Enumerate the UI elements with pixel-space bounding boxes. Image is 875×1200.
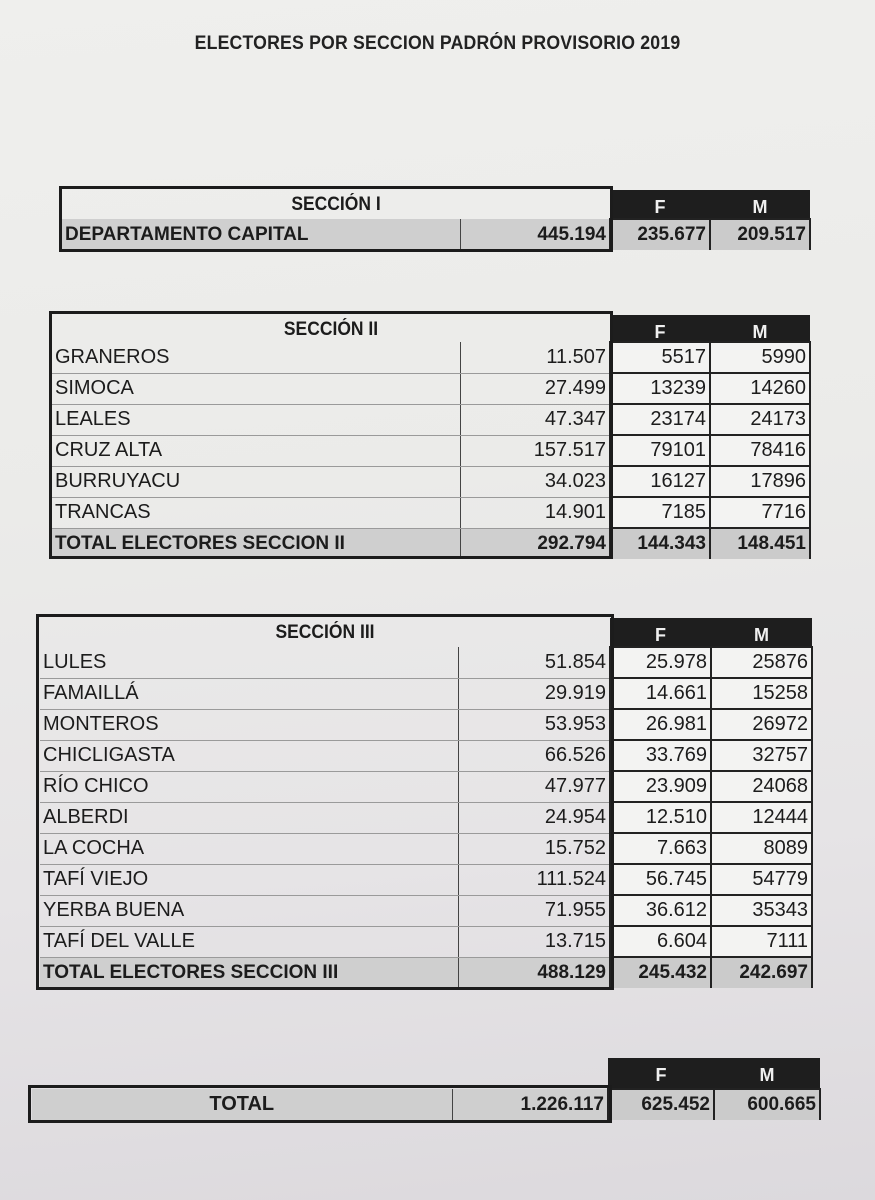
total-value: 488.129	[458, 957, 610, 988]
seccion-ii-table	[52, 315, 810, 554]
row-total: 66.526	[458, 740, 610, 771]
table-row	[40, 895, 812, 926]
table-row	[40, 802, 812, 833]
seccion-iii-table	[40, 618, 812, 983]
row-total: 24.954	[458, 802, 610, 833]
row-m: 32757	[711, 740, 812, 771]
total-f: 144.343	[610, 528, 710, 559]
seccion-i-header: SECCIÓN I	[291, 194, 381, 215]
total-label: TOTAL	[32, 1089, 452, 1120]
section-total-row	[40, 957, 812, 988]
row-f: 23174	[610, 404, 710, 435]
row-f: 235.677	[610, 219, 710, 250]
row-name: TRANCAS	[52, 497, 460, 528]
row-name: RÍO CHICO	[40, 771, 458, 802]
row-total: 34.023	[460, 466, 610, 497]
row-f: 16127	[610, 466, 710, 497]
row-m: 24068	[711, 771, 812, 802]
row-total: 27.499	[460, 373, 610, 404]
row-name: ALBERDI	[40, 802, 458, 833]
column-f-label: F	[654, 197, 666, 217]
total-m: 242.697	[711, 957, 812, 988]
row-name: GRANEROS	[52, 342, 460, 373]
row-m: 54779	[711, 864, 812, 895]
row-m: 209.517	[710, 219, 810, 250]
table-row	[40, 647, 812, 678]
row-m: 7111	[711, 926, 812, 957]
total-m: 148.451	[710, 528, 810, 559]
table-row	[62, 219, 810, 250]
table-row	[40, 740, 812, 771]
row-total: 53.953	[458, 709, 610, 740]
row-total: 445.194	[460, 219, 610, 250]
table-row	[52, 435, 810, 466]
row-m: 7716	[710, 497, 810, 528]
row-m: 14260	[710, 373, 810, 404]
table-row	[52, 373, 810, 404]
f-m-column-header	[608, 1058, 820, 1090]
row-name: FAMAILLÁ	[40, 678, 458, 709]
row-total: 47.977	[458, 771, 610, 802]
row-name: BURRUYACU	[52, 466, 460, 497]
row-m: 78416	[710, 435, 810, 466]
column-m-label: M	[759, 1065, 775, 1085]
f-m-column-header	[610, 190, 810, 220]
column-f-label: F	[654, 322, 666, 342]
row-f: 56.745	[610, 864, 711, 895]
table-row	[40, 864, 812, 895]
table-row	[40, 678, 812, 709]
row-f: 5517	[610, 342, 710, 373]
total-label: TOTAL ELECTORES SECCION III	[40, 957, 458, 988]
row-f: 13239	[610, 373, 710, 404]
total-m: 600.665	[714, 1089, 820, 1120]
row-name: LULES	[40, 647, 458, 678]
grand-total-row	[32, 1089, 820, 1120]
row-name: LEALES	[52, 404, 460, 435]
row-name: CRUZ ALTA	[52, 435, 460, 466]
row-name: LA COCHA	[40, 833, 458, 864]
row-total: 47.347	[460, 404, 610, 435]
total-value: 1.226.117	[452, 1089, 608, 1120]
table-row	[52, 342, 810, 373]
row-f: 7185	[610, 497, 710, 528]
row-f: 7.663	[610, 833, 711, 864]
row-name: CHICLIGASTA	[40, 740, 458, 771]
row-f: 14.661	[610, 678, 711, 709]
seccion-iii-header: SECCIÓN III	[275, 622, 375, 643]
column-m-label: M	[754, 625, 769, 645]
row-f: 25.978	[610, 647, 711, 678]
row-total: 15.752	[458, 833, 610, 864]
row-m: 26972	[711, 709, 812, 740]
row-name: DEPARTAMENTO CAPITAL	[62, 219, 460, 250]
row-m: 17896	[710, 466, 810, 497]
row-name: MONTEROS	[40, 709, 458, 740]
table-row	[40, 926, 812, 957]
row-f: 33.769	[610, 740, 711, 771]
row-m: 24173	[710, 404, 810, 435]
row-m: 12444	[711, 802, 812, 833]
row-total: 29.919	[458, 678, 610, 709]
seccion-ii-header: SECCIÓN II	[283, 319, 379, 340]
section-total-row	[52, 528, 810, 559]
row-m: 15258	[711, 678, 812, 709]
total-f: 625.452	[608, 1089, 714, 1120]
row-f: 12.510	[610, 802, 711, 833]
row-m: 5990	[710, 342, 810, 373]
column-m-label: M	[752, 197, 768, 217]
table-row	[52, 466, 810, 497]
document-title: ELECTORES POR SECCION PADRÓN PROVISORIO 2019	[194, 33, 681, 54]
seccion-i-table	[62, 190, 810, 245]
column-f-label: F	[655, 1065, 667, 1085]
table-row	[40, 833, 812, 864]
row-total: 13.715	[458, 926, 610, 957]
row-total: 71.955	[458, 895, 610, 926]
column-m-label: M	[752, 322, 768, 342]
row-total: 157.517	[460, 435, 610, 466]
total-label: TOTAL ELECTORES SECCION II	[52, 528, 460, 559]
row-name: TAFÍ VIEJO	[40, 864, 458, 895]
row-m: 25876	[711, 647, 812, 678]
row-name: TAFÍ DEL VALLE	[40, 926, 458, 957]
row-f: 79101	[610, 435, 710, 466]
row-name: SIMOCA	[52, 373, 460, 404]
row-m: 8089	[711, 833, 812, 864]
total-f: 245.432	[610, 957, 711, 988]
table-row	[52, 497, 810, 528]
row-f: 6.604	[610, 926, 711, 957]
row-name: YERBA BUENA	[40, 895, 458, 926]
row-total: 111.524	[458, 864, 610, 895]
row-m: 35343	[711, 895, 812, 926]
total-value: 292.794	[460, 528, 610, 559]
row-f: 23.909	[610, 771, 711, 802]
row-total: 51.854	[458, 647, 610, 678]
row-f: 36.612	[610, 895, 711, 926]
row-total: 14.901	[460, 497, 610, 528]
table-row	[52, 404, 810, 435]
f-m-column-header	[610, 618, 812, 648]
row-total: 11.507	[460, 342, 610, 373]
column-f-label: F	[655, 625, 666, 645]
row-f: 26.981	[610, 709, 711, 740]
table-row	[40, 709, 812, 740]
table-row	[40, 771, 812, 802]
